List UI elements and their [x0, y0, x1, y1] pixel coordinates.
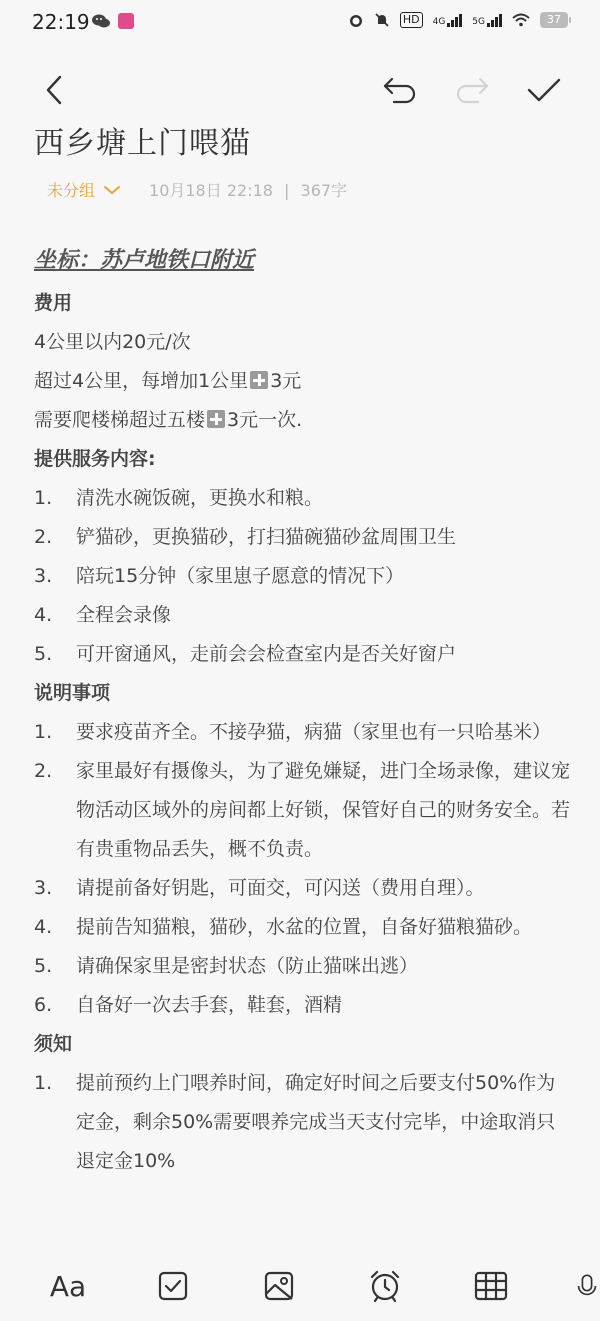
checkmark-icon — [527, 77, 561, 103]
note-date: 10月18日 22:18 — [149, 181, 273, 200]
plus-icon — [207, 410, 225, 428]
plus-icon — [250, 371, 268, 389]
fee-line: 超过4公里，每增加1公里 3元 — [34, 370, 302, 392]
must-know-list — [34, 1064, 574, 1181]
mute-icon — [374, 12, 390, 28]
coordinate-heading: 坐标：苏卢地铁口附近 — [34, 248, 255, 273]
list-item: 3. 请提前备好钥匙，可面交，可闪送（费用自理）。 — [34, 877, 485, 899]
insert-image-button[interactable] — [257, 1264, 301, 1308]
list-item: 4. 提前告知猫粮，猫砂，水盆的位置，自备好猫粮猫砂。 — [34, 916, 533, 938]
reminder-button[interactable] — [363, 1264, 407, 1308]
hd-voice-icon: HD — [400, 12, 423, 28]
note-meta — [47, 178, 347, 201]
wifi-icon — [512, 13, 530, 27]
table-icon — [474, 1271, 508, 1301]
network-4g-label: 4G — [433, 13, 463, 27]
list-item: 5. 请确保家里是密封状态（防止猫咪出逃） — [34, 955, 419, 977]
alarm-status-icon — [348, 12, 364, 28]
chevron-left-icon — [43, 75, 65, 105]
status-bar — [0, 0, 600, 48]
image-icon — [263, 1270, 295, 1302]
note-body[interactable] — [34, 238, 574, 1181]
text-format-icon: Aa — [49, 1269, 87, 1303]
undo-icon — [382, 75, 418, 105]
fee-line: 需要爬楼梯超过五楼 3元一次. — [34, 409, 303, 431]
notes-list — [34, 713, 574, 1025]
voice-input-button[interactable] — [574, 1264, 600, 1308]
group-selector[interactable] — [47, 178, 121, 201]
status-time: 22:19 — [32, 10, 90, 34]
note-title[interactable]: 西乡塘上门喂猫 — [34, 126, 251, 161]
list-item: 2. 铲猫砂，更换猫砂，打扫猫碗猫砂盆周围卫生 — [34, 526, 457, 548]
list-item: 5. 可开窗通风，走前会会检查室内是否关好窗户 — [34, 643, 457, 665]
wechat-icon — [92, 14, 110, 28]
services-heading: 提供服务内容: — [34, 448, 156, 470]
must-know-heading: 须知 — [34, 1033, 73, 1055]
list-item: 1. 清洗水碗饭碗，更换水和粮。 — [34, 487, 324, 509]
app-notification-icon — [118, 13, 134, 29]
done-button[interactable] — [524, 70, 564, 110]
fee-line: 4公里以内20元/次 — [34, 331, 191, 353]
list-item: 1. 要求疫苗齐全。不接孕猫，病猫（家里也有一只哈基米） — [34, 721, 552, 743]
list-item: 2. 家里最好有摄像头，为了避免嫌疑，进门全场录像，建议宠物活动区域外的房间都上好锁，保管好自己的财务安全。若有贵重物品丢失，概不负责。 — [34, 760, 571, 860]
alarm-clock-icon — [368, 1269, 402, 1303]
redo-icon — [454, 75, 490, 105]
microphone-icon — [574, 1269, 600, 1303]
text-format-button[interactable] — [46, 1264, 90, 1308]
checkbox-icon — [157, 1270, 189, 1302]
signal-icon — [487, 13, 502, 27]
chevron-down-icon — [103, 184, 121, 196]
notes-heading: 说明事项 — [34, 682, 111, 704]
list-item: 3. 陪玩15分钟（家里崽子愿意的情况下） — [34, 565, 405, 587]
editor-toolbar — [0, 60, 600, 116]
redo-button[interactable] — [452, 70, 492, 110]
format-bar — [0, 1250, 600, 1321]
word-count: 367字 — [300, 181, 348, 200]
list-item: 4. 全程会录像 — [34, 604, 172, 626]
back-button[interactable] — [34, 70, 74, 110]
list-item: 6. 自备好一次去手套，鞋套，酒精 — [34, 994, 343, 1016]
group-label: 未分组 — [47, 181, 96, 200]
insert-table-button[interactable] — [469, 1264, 513, 1308]
signal-icon — [447, 13, 462, 27]
services-list — [34, 479, 574, 674]
list-item: 1. 提前预约上门喂养时间，确定好时间之后要支付50%作为定金，剩余50%需要喂养完成当天支付完毕，中途取消只退定金10% — [34, 1072, 556, 1172]
undo-button[interactable] — [380, 70, 420, 110]
fee-heading: 费用 — [34, 292, 73, 314]
battery-icon: 37 — [540, 12, 568, 28]
meta-separator: | — [284, 181, 290, 200]
network-5g-label: 5G — [472, 13, 502, 27]
checklist-button[interactable] — [151, 1264, 195, 1308]
